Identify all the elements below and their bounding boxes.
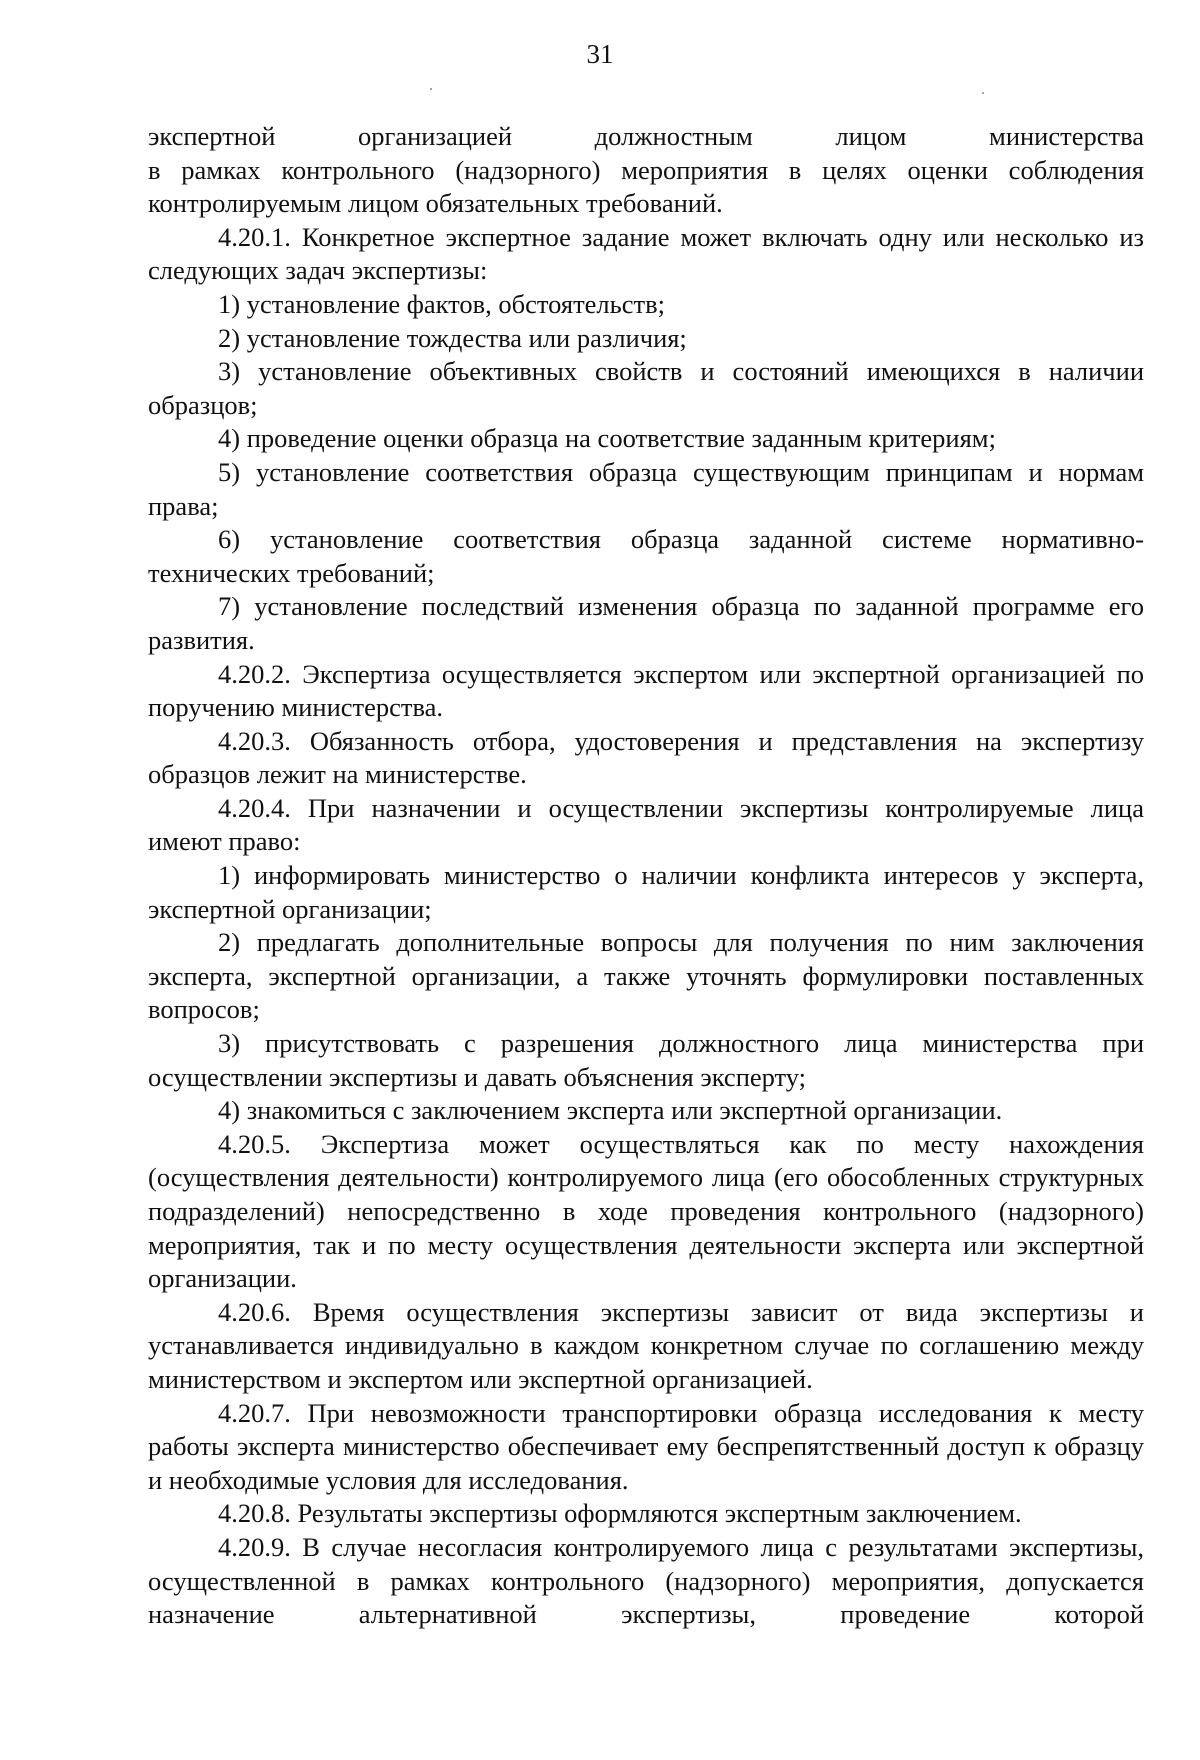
rights-item-1: 1) информировать министерство о наличии конфликта интересов у эксперта, экспертной организации; xyxy=(148,860,1144,924)
scan-artifact-dot xyxy=(982,92,984,94)
paragraph-4-20-2: 4.20.2. Экспертиза осуществляется экспертом или экспертной организацией по поручению министерства. xyxy=(148,658,1144,723)
paragraph-4-20-3: 4.20.3. Обязанность отбора, удостоверения и представления на экспертизу образцов лежит на министерстве. xyxy=(148,725,1144,790)
page-number: 31 xyxy=(586,39,614,69)
list-item-1: 1) установление фактов, обстоятельств; xyxy=(218,288,665,319)
scan-artifact-dot xyxy=(430,88,432,90)
list-item-6: 6) установление соответствия образца заданной системе нормативно-технических требований; xyxy=(148,524,1144,588)
paragraph-4-20-4: 4.20.4. При назначении и осуществлении экспертизы контролируемые лица имеют право: xyxy=(148,792,1144,857)
list-item-3: 3) установление объективных свойств и состояний имеющихся в наличии образцов; xyxy=(148,356,1144,420)
paragraph-4-20-5: 4.20.5. Экспертиза может осуществляться как по месту нахождения (осуществления деятельности) контролируемого лица (его обособленных структурных подразделений) непосредственно в ходе проведения контрольного (надзорного) мероприятия, так и по месту осуществления деятельности эксперта или экспертной организации. xyxy=(148,1128,1144,1294)
rights-item-2: 2) предлагать дополнительные вопросы для получения по ним заключения эксперта, экспертной организации, а также уточнять формулировки поставленных вопросов; xyxy=(148,927,1144,1025)
rights-item-4: 4) знакомиться с заключением эксперта или экспертной организации. xyxy=(218,1095,1003,1126)
paragraph-continuation: в рамках контрольного (надзорного) мероприятия в целях оценки соблюдения контролируемым лицом обязательных требований. xyxy=(148,154,1144,219)
list-item-7: 7) установление последствий изменения образца по заданной программе его развития. xyxy=(148,591,1144,655)
paragraph-4-20-9: 4.20.9. В случае несогласия контролируемого лица с результатами экспертизы, осуществленной в рамках контрольного (надзорного) мероприятия, допускается назначение альтернативной экспертизы, проведение которой xyxy=(148,1531,1144,1630)
list-item-2: 2) установление тождества или различия; xyxy=(218,322,687,353)
document-body xyxy=(148,120,1144,1632)
paragraph-continuation-line: экспертной организацией должностным лицом министерства xyxy=(148,121,1144,151)
paragraph-4-20-6: 4.20.6. Время осуществления экспертизы зависит от вида экспертизы и устанавливается индивидуально в каждом конкретном случае по соглашению между министерством и экспертом или экспертной организацией. xyxy=(148,1296,1144,1394)
list-item-4: 4) проведение оценки образца на соответствие заданным критериям; xyxy=(218,423,996,454)
rights-item-3: 3) присутствовать с разрешения должностного лица министерства при осуществлении экспертизы и давать объяснения эксперту; xyxy=(148,1028,1144,1092)
list-item-5: 5) установление соответствия образца существующим принципам и нормам права; xyxy=(148,456,1144,521)
paragraph-4-20-8: 4.20.8. Результаты экспертизы оформляются экспертным заключением. xyxy=(218,1498,1022,1529)
paragraph-4-20-1: 4.20.1. Конкретное экспертное задание может включать одну или несколько из следующих задач экспертизы: xyxy=(148,221,1144,286)
paragraph-4-20-7: 4.20.7. При невозможности транспортировки образца исследования к месту работы эксперта министерство обеспечивает ему беспрепятственный доступ к образцу и необходимые условия для исследования. xyxy=(148,1397,1144,1495)
